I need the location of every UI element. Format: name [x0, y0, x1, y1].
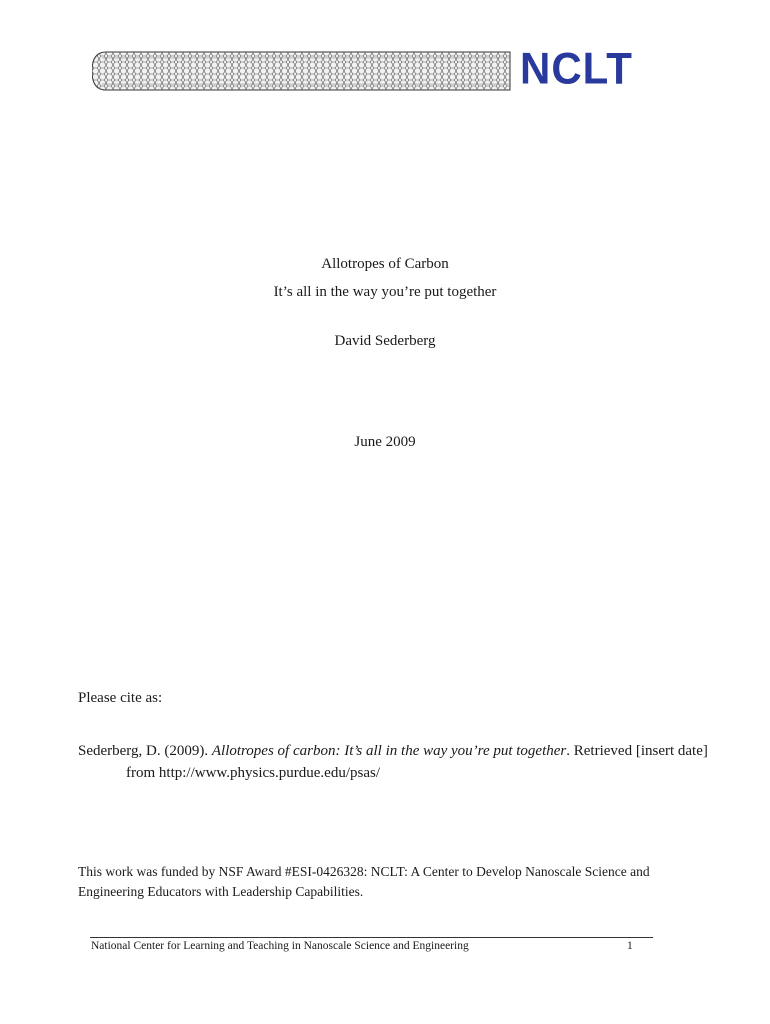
document-subtitle: It’s all in the way you’re put together	[273, 284, 497, 300]
header-logo	[92, 43, 637, 96]
footer-text: National Center for Learning and Teaching in Nanoscale Science and Engineering	[91, 940, 469, 952]
nclt-logo-text: NCLT	[520, 43, 633, 94]
footer-divider	[90, 937, 653, 938]
citation-title: Allotropes of carbon: It’s all in the way you’re put together	[211, 743, 567, 759]
citation-prefix: Sederberg, D. (2009).	[78, 743, 212, 759]
document-title: Allotropes of Carbon	[321, 256, 449, 272]
citation-text	[78, 740, 736, 784]
citation-suffix: . Retrieved [insert date] from http://www.physics.purdue.edu/psas/	[126, 743, 708, 781]
document-date: June 2009	[354, 434, 416, 450]
document-author: David Sederberg	[334, 333, 436, 349]
cite-label: Please cite as:	[78, 690, 163, 706]
nanotube-graphic	[92, 50, 512, 92]
funding-statement: This work was funded by NSF Award #ESI-0426328: NCLT: A Center to Develop Nanoscale Science and Engineering Educators with Leadership Capabilities.	[78, 864, 650, 899]
page-number: 1	[627, 940, 633, 952]
